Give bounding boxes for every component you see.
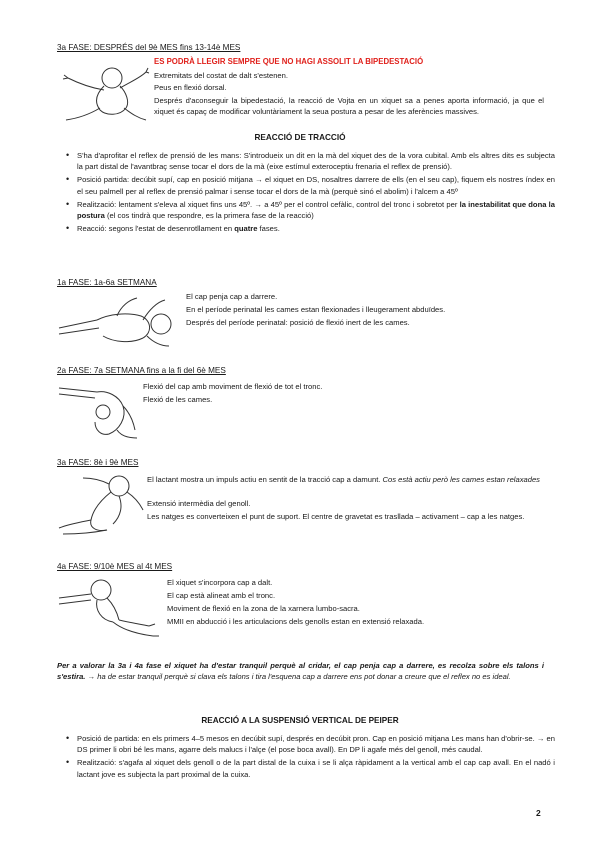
phase-3-line-2: Extensió intermèdia del genoll. xyxy=(147,499,251,508)
baby-side-lying-figure xyxy=(60,58,150,126)
section-title-traccio: REACCIÓ DE TRACCIÓ xyxy=(254,133,346,142)
phase-2-header: 2a FASE: 7a SETMANA fins a la fi del 6è MES xyxy=(57,366,226,375)
phase-1-header: 1a FASE: 1a-6a SETMANA xyxy=(57,278,157,287)
vojta-line-2: Peus en flexió dorsal. xyxy=(154,83,227,92)
phase-1-line-3: Després del període perinatal: posició de flexió inert de les cames. xyxy=(186,318,410,327)
traccio-bullets xyxy=(63,150,555,236)
phase-4-line-2: El cap està alineat amb el tronc. xyxy=(167,591,276,600)
peiper-bullets xyxy=(63,733,555,782)
phase-4-line-1: El xiquet s'incorpora cap a dalt. xyxy=(167,578,273,587)
assessment-note: Per a valorar la 3a i 4a fase el xiquet ha d'estar tranquil perquè al cridar, el cap penja cap a darrere, es recolza sobre els talons i s'estira. → ha de estar tranquil perquè si clava els talons i tira l'esquena cap a darrere ens pot donar a creure que el reflex no es ideal. xyxy=(57,661,544,682)
page-number: 2 xyxy=(536,808,541,818)
baby-phase-1-figure xyxy=(57,290,182,350)
phase-1-line-1: El cap penja cap a darrere. xyxy=(186,292,278,301)
vojta-paragraph: Després d'aconseguir la bipedestació, la reacció de Vojta en un xiquet sa a penes aporta informació, ja que el xiquet és capaç de modificar voluntàriament la seua postura a pesar de les aferències massives. xyxy=(154,96,544,117)
peiper-bullet-1: • Posició de partida: en els primers 4–5 mesos en decúbit supí, després en decúbit pron. Cap en posició mitjana Les mans han d'obrir-se. → en DS primer li obri bé les mans, agarre dels malucs i l'alçe (el pose boca avall). En DP li agafe més del genoll, més caudal. xyxy=(77,733,555,755)
phase-2-line-2: Flexió de les cames. xyxy=(143,395,213,404)
phase-3-line-1: El lactant mostra un impuls actiu en sentit de la tracció cap a damunt. Cos està actiu però les cames estan relaxades xyxy=(147,475,540,484)
traccio-bullet-4: • Reacció: segons l'estat de desenrotllament en quatre fases. xyxy=(77,223,555,234)
baby-phase-4-figure xyxy=(57,574,163,640)
baby-phase-3-figure xyxy=(57,470,145,536)
peiper-bullet-2: • Realització: s'agafa al xiquet dels genoll o de la part distal de la cuixa i se li alça ràpidament a la vertical amb el cap cap avall. En el nadó i lactant jove es subjecta la part proximal de la cuixa. xyxy=(77,757,555,779)
vojta-line-1: Extremitats del costat de dalt s'estenen. xyxy=(154,71,288,80)
phase-4-line-4: MMII en abducció i les articulacions dels genolls estan en extensió relaxada. xyxy=(167,617,425,626)
phase-3-header: 3a FASE: 8è i 9è MES xyxy=(57,458,139,467)
warning-text: ES PODRÀ LLEGIR SEMPRE QUE NO HAGI ASSOLIT LA BIPEDESTACIÓ xyxy=(154,57,424,66)
phase-1-line-2: En el període perinatal les cames estan flexionades i lleugerament abduïdes. xyxy=(186,305,446,314)
traccio-bullet-2: • Posició partida: decúbit supí, cap en posició mitjana → el xiquet en DS, nosaltres darrere de ells (en el seu cap), fiquem els nostres índex en el seu palmell per al reflex de prensió palmar i sense tocar el dors de la mà (perquè sinó el abolim) i l'alcem a 45º xyxy=(77,174,555,196)
phase-3-line-3: Les natges es converteixen el punt de suport. El centre de gravetat es trasllada – activament – cap a les natges. xyxy=(147,512,525,521)
traccio-bullet-1: • S'ha d'aprofitar el reflex de prensió de les mans: S'introdueix un dit en la mà del xiquet des de la vora cubital. Amb els altres dits es subjecta la part distal de l'avantbraç sense tocar el dors de la mà (eixe estímul exteroceptiu frenaria el reflex de prensió). xyxy=(77,150,555,172)
section-title-peiper: REACCIÓ A LA SUSPENSIÓ VERTICAL DE PEIPER xyxy=(201,716,399,725)
phase-header-vojta: 3a FASE: DESPRÉS del 9è MES fins 13-14è MES xyxy=(57,43,241,52)
phase-4-line-3: Moviment de flexió en la zona de la xarnera lumbo-sacra. xyxy=(167,604,360,613)
baby-phase-2-figure xyxy=(57,378,139,440)
phase-2-line-1: Flexió del cap amb moviment de flexió de tot el tronc. xyxy=(143,382,323,391)
phase-4-header: 4a FASE: 9/10è MES al 4t MES xyxy=(57,562,173,571)
traccio-bullet-3: • Realització: lentament s'eleva al xiquet fins uns 45º. → a 45º per el control cefàlic, control del tronc i sobretot per la inestabilitat que dona la postura (el cos tindrà que respondre, es la primera fase de la reacció) xyxy=(77,199,555,221)
